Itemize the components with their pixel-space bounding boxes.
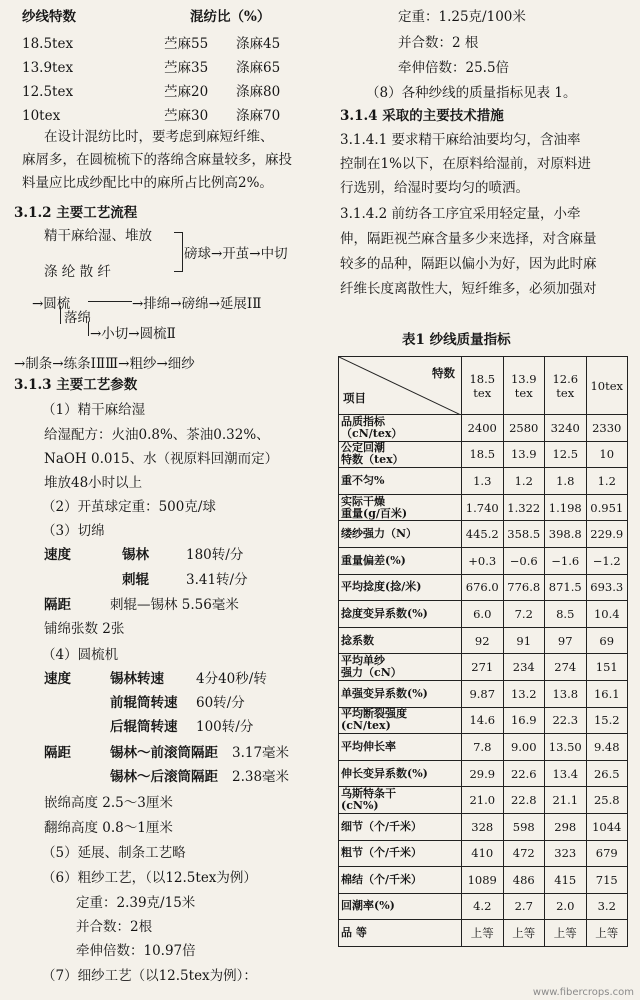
table-cell: 676.0 — [462, 574, 504, 601]
table-cell: 18.5 — [462, 441, 504, 468]
table-row — [339, 813, 628, 840]
table-cell: 679 — [586, 840, 628, 867]
param-6c: 牵伸倍数：10.97倍 — [76, 943, 196, 959]
table-cell: 271 — [462, 654, 504, 681]
table-cell: 92 — [462, 627, 504, 654]
table-row — [339, 574, 628, 601]
row-label: 重量偏差(%) — [339, 547, 462, 574]
table-row — [339, 547, 628, 574]
row-label: 回潮率(%) — [339, 893, 462, 920]
section-3-1-4: 3.1.4 采取的主要技术措施 — [340, 108, 504, 124]
flow-connector — [88, 301, 132, 302]
table-cell: 22.6 — [503, 760, 545, 787]
section-3-1-3: 3.1.3 主要工艺参数 — [14, 377, 138, 393]
table-cell: 4.2 — [462, 893, 504, 920]
table-cell: −1.2 — [586, 547, 628, 574]
row-label: 捻度变异系数(%) — [339, 601, 462, 628]
row-label: 平均伸长率 — [339, 734, 462, 761]
table-cell: 410 — [462, 840, 504, 867]
comb-qg-value: 60转/分 — [196, 695, 245, 711]
row-label: 实际干燥 重量(g/百米) — [339, 494, 462, 521]
row-label: 平均捻度(捻/米) — [339, 574, 462, 601]
table-cell: 234 — [503, 654, 545, 681]
blend-ramie: 苎麻35 — [164, 60, 209, 76]
table-row — [339, 627, 628, 654]
table-cell: 274 — [545, 654, 587, 681]
table-cell: 13.4 — [545, 760, 587, 787]
column-header: 12.6 tex — [545, 357, 587, 415]
table-cell: 715 — [586, 867, 628, 894]
cut-ciguo-value: 3.41转/分 — [186, 572, 248, 588]
spin-doubling: 并合数：2 根 — [398, 35, 479, 51]
table-cell: 415 — [545, 867, 587, 894]
blend-ramie: 苎麻30 — [164, 108, 209, 124]
table-cell: 10 — [586, 441, 628, 468]
blend-polyester: 涤麻80 — [236, 84, 281, 100]
table-cell: 上等 — [462, 920, 504, 947]
table-cell: 26.5 — [586, 760, 628, 787]
cut-xilin-value: 180转/分 — [186, 547, 244, 563]
table-row — [339, 680, 628, 707]
comb-speed-label: 速度 — [44, 671, 71, 687]
flow-brace — [174, 232, 183, 272]
table-body — [339, 415, 628, 947]
table-cell: 21.0 — [462, 787, 504, 814]
table-cell: 3.2 — [586, 893, 628, 920]
table-cell: 445.2 — [462, 521, 504, 548]
para-line: 料量应比成纱配比中的麻所占比例高2%。 — [22, 175, 273, 191]
comb-gap-label: 隔距 — [44, 745, 71, 761]
table-cell: 8.5 — [545, 601, 587, 628]
table-cell: 323 — [545, 840, 587, 867]
table-row — [339, 468, 628, 495]
row-label: 平均断裂强度 (cN/tex) — [339, 707, 462, 734]
table-cell: 9.48 — [586, 734, 628, 761]
table-cell: 16.1 — [586, 680, 628, 707]
row-label: 伸长变异系数(%) — [339, 760, 462, 787]
table-cell: 9.00 — [503, 734, 545, 761]
spin-draft: 牵伸倍数：25.5倍 — [398, 60, 510, 76]
blend-polyester: 涤麻45 — [236, 36, 281, 52]
table-row — [339, 601, 628, 628]
table-cell: 871.5 — [545, 574, 587, 601]
table-cell: 22.3 — [545, 707, 587, 734]
table-row — [339, 415, 628, 442]
blend-tex: 18.5tex — [22, 36, 74, 52]
table-cell: 1.322 — [503, 494, 545, 521]
table-cell: 3240 — [545, 415, 587, 442]
column-header: 13.9 tex — [503, 357, 545, 415]
table-cell: 398.8 — [545, 521, 587, 548]
table-cell: 13.8 — [545, 680, 587, 707]
table-cell: 2.0 — [545, 893, 587, 920]
table-cell: 上等 — [503, 920, 545, 947]
table-cell: 6.0 — [462, 601, 504, 628]
table-title: 表1 纱线质量指标 — [402, 332, 511, 348]
table-cell: 14.6 — [462, 707, 504, 734]
table-cell: 10.4 — [586, 601, 628, 628]
table-cell: 151 — [586, 654, 628, 681]
blend-polyester: 涤麻70 — [236, 108, 281, 124]
para-line: 麻屑多，在圆梳梳下的落绵含麻量较多，麻投 — [22, 152, 292, 168]
table-row — [339, 760, 628, 787]
flow-step-small-cut: →小切→圆梳Ⅱ — [90, 326, 176, 342]
para-line: 在设计混纺比时，要考虑到麻短纤维、 — [44, 129, 274, 145]
param-7: （7）细纱工艺（以12.5tex为例）： — [42, 968, 257, 984]
table-cell: 上等 — [586, 920, 628, 947]
table-cell: 22.8 — [503, 787, 545, 814]
row-label: 粗节（个/千米） — [339, 840, 462, 867]
section-3-1-2: 3.1.2 主要工艺流程 — [14, 205, 138, 221]
row-label: 捻系数 — [339, 627, 462, 654]
param-6b: 并合数：2根 — [76, 919, 153, 935]
table-cell: 776.8 — [503, 574, 545, 601]
table-row — [339, 707, 628, 734]
blend-ramie: 苎麻20 — [164, 84, 209, 100]
table-row — [339, 920, 628, 947]
table-corner-header — [339, 357, 462, 415]
row-label: 单强变异系数(%) — [339, 680, 462, 707]
table-cell: 358.5 — [503, 521, 545, 548]
param-8: （8）各种纱线的质量指标见表 1。 — [366, 85, 577, 101]
param-1c: 堆放48小时以上 — [44, 475, 143, 491]
s1-line: 3.1.4.1 要求精干麻给油要均匀，含油率 — [340, 132, 581, 148]
row-label: 平均单纱 强力（cN） — [339, 654, 462, 681]
comb-gap-front-value: 3.17毫米 — [232, 745, 290, 761]
header-tex: 特数 — [432, 366, 455, 380]
yarn-quality-table — [338, 356, 628, 947]
comb-xl-value: 4分40秒/转 — [196, 671, 267, 687]
table-cell: 1.198 — [545, 494, 587, 521]
flow-ramie-wetting: 精干麻给湿、堆放 — [44, 228, 152, 244]
table-cell: −1.6 — [545, 547, 587, 574]
row-label: 品 等 — [339, 920, 462, 947]
fan-height: 翻绵高度 0.8～1厘米 — [44, 820, 173, 836]
s2-line: 较多的品种，隔距以偏小为好，因为此时麻 — [340, 256, 597, 272]
column-header: 10tex — [586, 357, 628, 415]
table-cell: 598 — [503, 813, 545, 840]
table-cell: 1044 — [586, 813, 628, 840]
watermark: www.fibercrops.com — [532, 987, 634, 998]
table-cell: 9.87 — [462, 680, 504, 707]
table-cell: 91 — [503, 627, 545, 654]
row-label: 细节（个/千米） — [339, 813, 462, 840]
row-label: 缕纱强力（N） — [339, 521, 462, 548]
table-cell: 16.9 — [503, 707, 545, 734]
param-4: （4）圆梳机 — [42, 647, 119, 663]
table-cell: 1.3 — [462, 468, 504, 495]
table-row — [339, 787, 628, 814]
comb-gap-front-label: 锡林～前滚筒隔距 — [110, 745, 218, 761]
table-cell: 25.8 — [586, 787, 628, 814]
blend-tex: 10tex — [22, 108, 61, 124]
cut-gap-value: 刺辊—锡林 5.56毫米 — [110, 597, 239, 613]
table-row — [339, 441, 628, 468]
cut-speed-label: 速度 — [44, 547, 71, 563]
table-cell: 2580 — [503, 415, 545, 442]
flow-step-round-comb: →圆梳 — [32, 296, 71, 312]
blend-header-yarn: 纱线特数 — [22, 9, 76, 25]
blend-ramie: 苎麻55 — [164, 36, 209, 52]
table-cell: 7.2 — [503, 601, 545, 628]
comb-xl-label: 锡林转速 — [110, 671, 164, 687]
pushu: 铺绵张数 2张 — [44, 621, 125, 637]
param-6a: 定重：2.39克/15米 — [76, 895, 196, 911]
table-row — [339, 867, 628, 894]
comb-hg-label: 后辊筒转速 — [110, 719, 178, 735]
param-2: （2）开茧球定重：500克/球 — [42, 499, 216, 515]
table-cell: 693.3 — [586, 574, 628, 601]
flow-step-balling: 磅球→开茧→中切 — [184, 246, 288, 262]
param-1b: NaOH 0.015、水（视原料回潮而定） — [44, 451, 279, 467]
row-label: 公定回潮 特数（tex） — [339, 441, 462, 468]
table-cell: 1089 — [462, 867, 504, 894]
blend-header-ratio: 混纺比（%） — [190, 9, 271, 25]
column-header: 18.5 tex — [462, 357, 504, 415]
table-cell: 2330 — [586, 415, 628, 442]
table-cell: 15.2 — [586, 707, 628, 734]
param-5: （5）延展、制条工艺略 — [42, 845, 186, 861]
flow-connector — [88, 322, 89, 336]
table-cell: 486 — [503, 867, 545, 894]
table-cell: 97 — [545, 627, 587, 654]
cut-gap-label: 隔距 — [44, 597, 71, 613]
table-cell: 2400 — [462, 415, 504, 442]
spin-weight: 定重：1.25克/100米 — [398, 9, 526, 25]
table-cell: 0.951 — [586, 494, 628, 521]
row-label: 乌斯特条干 (cN%) — [339, 787, 462, 814]
table-cell: 上等 — [545, 920, 587, 947]
row-label: 品质指标 （cN/tex） — [339, 415, 462, 442]
cut-ciguo-label: 刺辊 — [122, 572, 149, 588]
table-cell: 1.2 — [586, 468, 628, 495]
comb-hg-value: 100转/分 — [196, 719, 254, 735]
table-row — [339, 840, 628, 867]
flow-step-noil: 落绵 — [64, 310, 91, 326]
table-cell: +0.3 — [462, 547, 504, 574]
flow-polyester-fiber: 涤 纶 散 纤 — [44, 264, 111, 280]
table-cell: 21.1 — [545, 787, 587, 814]
table-cell: 13.9 — [503, 441, 545, 468]
table-cell: 1.8 — [545, 468, 587, 495]
table-row — [339, 494, 628, 521]
comb-gap-back-label: 锡林～后滚筒隔距 — [110, 769, 218, 785]
qian-height: 嵌绵高度 2.5～3厘米 — [44, 795, 173, 811]
cut-xilin-label: 锡林 — [122, 547, 149, 563]
comb-qg-label: 前辊筒转速 — [110, 695, 178, 711]
s1-line: 行选别，给湿时要均匀的喷洒。 — [340, 180, 529, 196]
table-cell: −0.6 — [503, 547, 545, 574]
s2-line: 纤维长度离散性大，短纤维多，必须加强对 — [340, 281, 597, 297]
blend-polyester: 涤麻65 — [236, 60, 281, 76]
param-6: （6）粗纱工艺，（以12.5tex为例） — [42, 870, 257, 886]
row-label: 棉结（个/千米） — [339, 867, 462, 894]
flow-connector — [60, 306, 61, 324]
s1-line: 控制在1%以下，在原料给湿前，对原料进 — [340, 156, 591, 172]
blend-tex: 13.9tex — [22, 60, 74, 76]
table-cell: 328 — [462, 813, 504, 840]
param-1a: 给湿配方：火油0.8%、茶油0.32%、 — [44, 427, 270, 443]
table-row — [339, 893, 628, 920]
s2-line: 伸，隔距视苎麻含量多少来选择，对含麻量 — [340, 231, 597, 247]
table-cell: 298 — [545, 813, 587, 840]
s2-line: 3.1.4.2 前纺各工序宜采用轻定量，小牵 — [340, 206, 581, 222]
table-cell: 472 — [503, 840, 545, 867]
row-label: 重不匀% — [339, 468, 462, 495]
table-row — [339, 521, 628, 548]
table-cell: 1.740 — [462, 494, 504, 521]
param-1: （1）精干麻给湿 — [42, 402, 146, 418]
table-cell: 12.5 — [545, 441, 587, 468]
comb-gap-back-value: 2.38毫米 — [232, 769, 290, 785]
table-row — [339, 734, 628, 761]
table-cell: 7.8 — [462, 734, 504, 761]
table-cell: 229.9 — [586, 521, 628, 548]
table-cell: 29.9 — [462, 760, 504, 787]
flow-step-sliver: →制条→练条ⅠⅡⅢ→粗纱→细纱 — [14, 356, 195, 372]
param-3: （3）切绵 — [42, 523, 105, 539]
table-cell: 13.2 — [503, 680, 545, 707]
table-cell: 13.50 — [545, 734, 587, 761]
blend-tex: 12.5tex — [22, 84, 74, 100]
flow-step-lap: →排绵→磅绵→延展ⅠⅡ — [132, 296, 262, 312]
table-cell: 1.2 — [503, 468, 545, 495]
header-item: 项目 — [343, 391, 366, 405]
table-cell: 69 — [586, 627, 628, 654]
table-cell: 2.7 — [503, 893, 545, 920]
table-row — [339, 654, 628, 681]
